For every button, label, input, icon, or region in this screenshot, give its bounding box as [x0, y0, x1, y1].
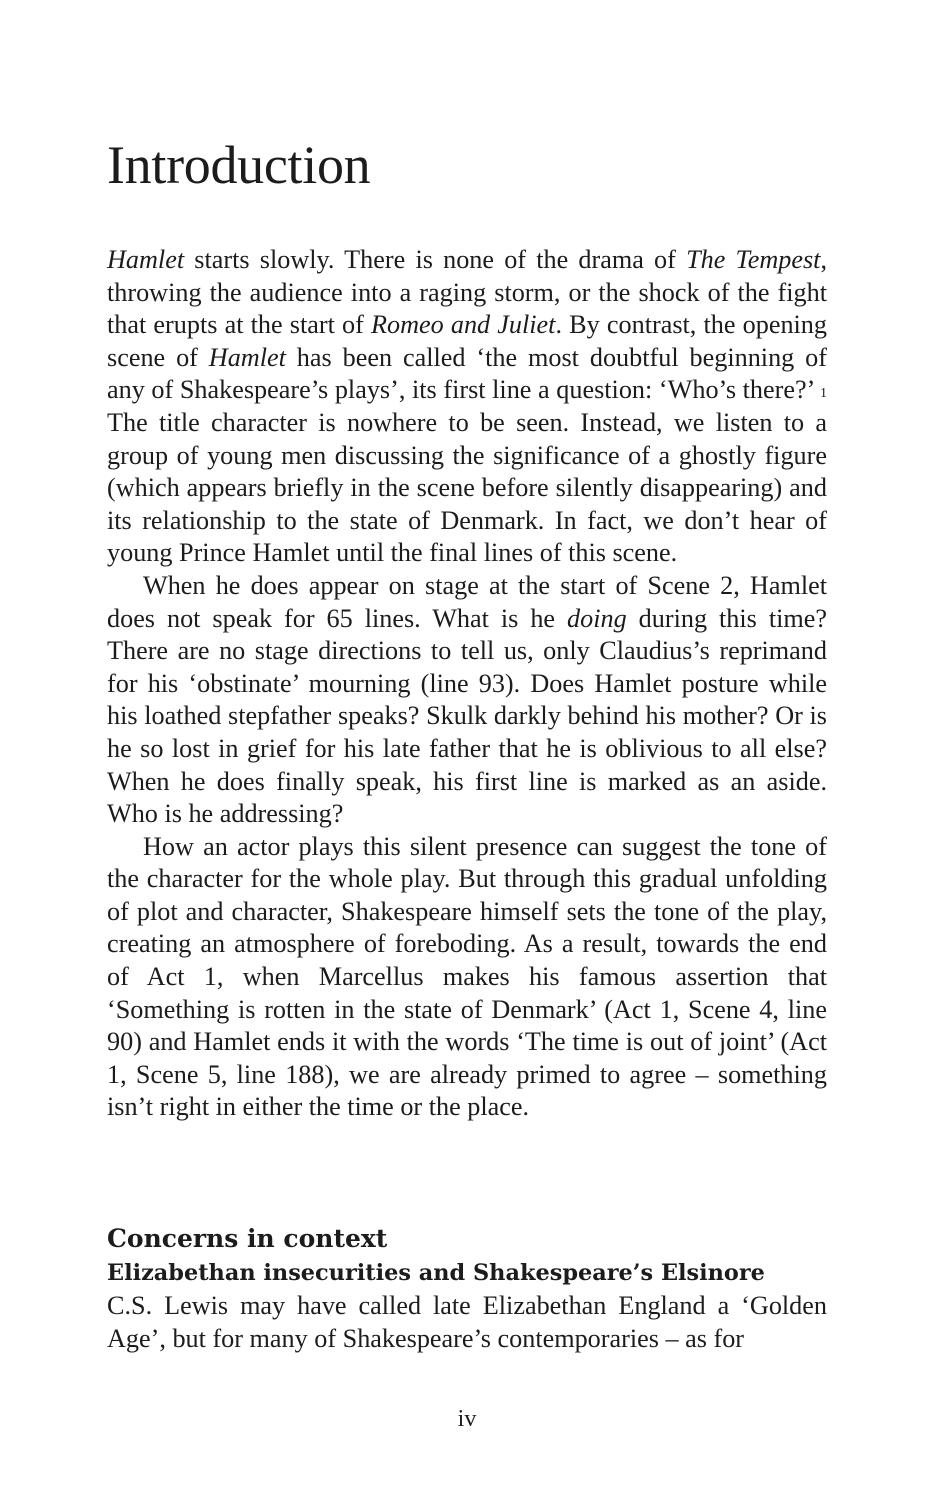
italic-title: Romeo and Juliet — [370, 310, 556, 340]
introduction-body — [107, 244, 827, 1124]
section-paragraph: C.S. Lewis may have called late Elizabethan England a ‘Golden Age’, but for many of Shakespeare’s contemporaries – as for — [107, 1291, 827, 1353]
chapter-title: Introduction — [107, 135, 371, 195]
text-run: has been called ‘the most doubtful beginning of any of Shakespeare’s plays’, its first line a question: ‘Who’s there?’ — [107, 342, 827, 405]
italic-title: doing — [567, 603, 627, 633]
italic-title: Hamlet — [107, 245, 185, 274]
section-subheading: Elizabethan insecurities and Shakespeare’s Elsinore — [107, 1260, 765, 1286]
body-paragraph — [107, 831, 827, 1124]
concerns-section — [107, 1222, 827, 1355]
body-paragraph — [107, 244, 827, 570]
text-run: . By contrast, the opening scene of — [107, 310, 827, 372]
section-heading: Concerns in context — [107, 1224, 388, 1253]
text-run: during this time? There are no stage directions to tell us, only Claudius’s reprimand for his ‘obstinate’ mourning (line 93). Does Hamlet posture while his loathed stepfather speaks? Skulk darkly behind his mother? Or is he so lost in grief for his late father that he is oblivious to all else? When he does finally speak, his first line is marked as an aside. Who is he addressing? — [107, 603, 827, 829]
body-paragraph — [107, 570, 827, 831]
page-number: iv — [457, 1406, 477, 1432]
text-run: The title character is nowhere to be seen. Instead, we listen to a group of young men discussing the significance of a ghostly figure (which appears briefly in the scene before silently disappearing) and its relationship to the state of Denmark. In fact, we don’t hear of young Prince Hamlet until the final lines of this scene. — [107, 407, 827, 568]
text-run: When he does appear on stage at the start of Scene 2, Hamlet does not speak for 65 lines. What is he — [107, 570, 827, 633]
book-page — [107, 0, 827, 1500]
text-run: , throwing the audience into a raging storm, or the shock of the fight that erupts at the start of — [107, 245, 827, 340]
italic-title: Hamlet — [208, 342, 286, 372]
italic-title: The Tempest — [686, 245, 821, 274]
text-run: starts slowly. There is none of the drama of — [184, 245, 687, 274]
footnote-marker: 1 — [820, 386, 827, 402]
text-run: How an actor plays this silent presence can suggest the tone of the character for the whole play. But through this gradual unfolding of plot and character, Shakespeare himself sets the tone of the play, creating an atmosphere of foreboding. As a result, towards the end of Act 1, when Marcellus makes his famous assertion that ‘Something is rotten in the state of Denmark’ (Act 1, Scene 4, line 90) and Hamlet ends it with the words ‘The time is out of joint’ (Act 1, Scene 5, line 188), we are already primed to agree – something isn’t right in either the time or the place. — [107, 831, 827, 1122]
